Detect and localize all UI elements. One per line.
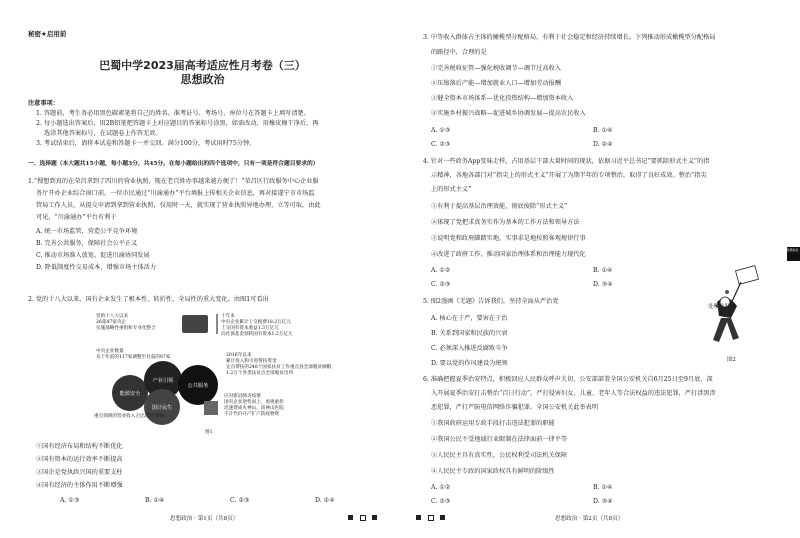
fig-mr-4: 1.2万个各类扶贫点全部脱贫出列	[226, 371, 294, 376]
notice-line: 1. 答题前，考生务必用黑色碳素笔将自己的姓名、准考证号、考场号、座位号在答题卡上填写清楚。	[36, 110, 310, 117]
exam-title: 巴蜀中学2023届高考适应性月考卷（三）	[99, 59, 306, 72]
right-page	[405, 0, 800, 538]
bubble-energy	[112, 375, 148, 411]
q4-option-b: B. ①④	[593, 267, 613, 274]
q6-item-4: ④人民民主专政的国家政权具有鲜明的阶级性	[431, 468, 555, 475]
q4-item-1: ①有利于提高基层治理效能，彻底废除“形式主义”	[431, 203, 568, 210]
subject-title: 思想政治	[180, 73, 225, 86]
q5-option-c: C. 必须深入推进反腐败斗争	[431, 345, 508, 352]
q4-item-4: ④改进了政府工作，推动国家治理体系和治理能力现代化	[431, 251, 586, 258]
q1-option-c: C. 推动市场准入放宽，促进川渝协同发展	[36, 252, 150, 259]
fig-tr-1: 十年来	[221, 314, 235, 319]
q1-option-d: D. 降低制度性交易成本，增强市场主体活力	[36, 264, 157, 271]
drip	[725, 290, 729, 294]
q6-option-c: C. ②③	[431, 498, 451, 505]
q4-line: 4. 针对一些政务App变味走样，占用基层干部大量时间的现状，依据习近平总书记“要抓除形式主义”的指	[423, 158, 710, 165]
q6-option-a: A. ①②	[431, 484, 451, 491]
bubble-industry-label: 产业引领	[152, 377, 174, 384]
secret-label: 秘密★启用前	[28, 30, 67, 38]
q3-item-3: ③健全资本市场体系—优化投资结构—增加资本收入	[431, 95, 574, 102]
page-footer-2: 思想政治 · 第2页（共8页）	[555, 516, 624, 522]
hospital-icon	[204, 401, 218, 415]
q2-item-2: ②国有资本的运行效率不断提高	[36, 456, 123, 463]
q5-stem: 5. 图2漫画《无题》告诉我们，坚持全面从严治党	[423, 298, 559, 305]
figure-2-caption: 图2	[727, 357, 736, 363]
q6-item-1: ①我国政府运用专政手段打击违法犯罪的职能	[431, 420, 555, 427]
q6-item-3: ③人民民主具有真实性，公民权利受司法机关保障	[431, 452, 568, 459]
fig-tl-3: 实施战略性重组和专业化整合	[96, 326, 156, 331]
q3-option-c: C. ②③	[431, 141, 451, 148]
q4-item-2: ②体现了党把求真务实作为基本的工作方法和领导方法	[431, 219, 580, 226]
q2-item-3: ③国企是党执政兴国的重要支柱	[36, 469, 123, 476]
q3-item-1: ①完善税收征管—强化税收调节—调节过高收入	[431, 65, 561, 72]
divider	[216, 314, 218, 334]
q2-item-4: ④国有经济的主体作用不断增强	[36, 482, 123, 489]
q6-option-d: D. ③④	[593, 498, 613, 505]
fig-tr-4: 向社保基金划转国有资本1.2万亿元	[221, 332, 293, 337]
notice-line: 选涂其他答案标号，在试题卷上作答无效。	[44, 130, 162, 137]
fig-mr-2: 累计投入和引进帮扶资金	[226, 359, 277, 364]
section-heading: 一、选择题（本大题共15小题，每小题3分，共45分。在每小题给出的四个选项中，只有一项是符合题目要求的）	[28, 160, 319, 167]
cartoon-label: 处理结果	[708, 304, 730, 310]
q4-option-c: C. ②③	[431, 281, 451, 288]
q1-option-b: B. 完善公共服务，保障社会公平正义	[36, 240, 138, 247]
fig-ml-2: 从十年前的117家调整至目前的97家	[96, 355, 171, 360]
notice-line: 3. 考试结束后，请将本试卷和答题卡一并交回。满分100分，考试用时75分钟。	[36, 140, 256, 147]
q3-line: 3. 中等收入群体占主体的橄榄型分配格局，有利于社会稳定和经济持续增长。下列推动形成橄榄型分配格局	[423, 34, 716, 41]
q6-option-b: B. ①④	[593, 484, 613, 491]
q3-line: 的路径中，合理的是	[431, 49, 487, 56]
q3-item-4: ④实施乡村振兴战略—促进城乡协调发展—提高农民收入	[431, 110, 586, 117]
bubble-public-service-label: 公共服务	[187, 382, 209, 389]
q2-item-1: ①国有经济布局和结构不断优化	[36, 443, 123, 450]
bubble-livelihood	[144, 389, 180, 425]
fig-mr-1: 2016年以来	[226, 353, 252, 358]
folder-icon	[182, 315, 208, 333]
registration-mark	[372, 515, 377, 520]
page-footer-1: 思想政治 · 第1页（共8页）	[170, 516, 239, 522]
q2-stem: 2. 党的十八大以来，国有企业发生了根本性、转折性、全局性的重大变化。由图1可看出	[28, 296, 269, 303]
fig-br-3: 迅速建成火神山、雷神山医院	[224, 406, 284, 411]
fig-br-2: 国有企业逆势而上，勇挑重担	[224, 400, 284, 405]
fig-bl: 重点领域的营业收入占比超过70%	[94, 414, 164, 419]
figure-legs	[713, 318, 739, 342]
bubble-energy-label: 能源安全	[119, 390, 141, 397]
q5-option-b: B. 关系到国家和民族的兴衰	[431, 330, 508, 337]
figure-1-caption: 图1	[205, 430, 213, 435]
q4-line: 上的形式主义”	[431, 186, 472, 193]
q6-line: 恶犯罪，严打严防电信网络诈骗犯罪。全国公安机关此举表明	[431, 404, 599, 411]
q4-option-a: A. ①②	[431, 267, 451, 274]
q5-option-a: A. 核心在于严，要害在于治	[431, 315, 508, 322]
q1-line: 1.“搜想到真的在荣昌拿到了四川的营业执照，现在老百姓办事越来越方便了！”荣昌区行政服务中心企业服	[28, 178, 319, 185]
q3-option-a: A. ①③	[431, 127, 451, 134]
notice-line: 2. 每小题选出答案后，用2B铅笔把答题卡上对应题目的答案标号涂黑，如需改动，用橡皮擦干净后，再	[36, 120, 319, 127]
q6-line: 入开展夏季治安打击整治“百日行动”，严打侵害妇女、儿童、老年人等合法权益的违法犯罪，严打涉黑涉	[431, 390, 716, 397]
fig-br-4: 不计代价开产扩产防疫物资	[224, 412, 280, 417]
q3-item-2: ②压缩落后产能—增加就业人口—增加劳动报酬	[431, 80, 561, 87]
fig-tl-1: 党的十八大以来	[96, 314, 129, 319]
fig-br-1: 应对新冠肺炎疫情	[224, 394, 261, 399]
sign-board	[736, 266, 759, 285]
q2-option-d: D. ②④	[315, 497, 335, 504]
q6-item-2: ②我国公民不受地域行业限制在法律面前一律平等	[431, 436, 568, 443]
q2-option-b: B. ①④	[145, 497, 165, 504]
q4-option-d: D. ③④	[593, 281, 613, 288]
q1-line: 管局工作人员，从提交申请到拿到营业执照，仅用时一天，就实现了营业执照异地办理、立等可取。由此	[36, 202, 321, 209]
bubble-public-service	[178, 365, 218, 405]
q4-item-3: ③说明党和政府脚踏实地、实事求是地按照客观规律行事	[431, 235, 586, 242]
registration-mark	[360, 515, 366, 521]
notice-title: 注意事项：	[28, 100, 59, 107]
fig-mr-3: 定点帮扶的248个国家扶贫工作重点县全部脱贫摘帽	[226, 365, 332, 370]
q4-line: 示精神，各地各部门对“指尖上的形式主义”开展了为期半年的专项整治，取得了良好成效。整治“指尖	[431, 172, 707, 179]
q6-line: 6. 准确把握夏季治安特点，积极回应人民群众呼声关切，公安部部署全国公安机关自6月25日至9月底，深	[423, 376, 713, 383]
q2-option-a: A. ①③	[60, 497, 80, 504]
side-tab-label: 思想政治	[786, 248, 799, 252]
q3-option-b: B. ①④	[593, 127, 613, 134]
q5-option-d: D. 要以党的作风建设为统领	[431, 360, 508, 367]
fig-tr-2: 中央企业累计上交税费18.2万亿元	[221, 320, 291, 325]
q1-line: 可见，“川渝通办”平台有利于	[36, 214, 117, 221]
registration-mark	[348, 515, 353, 520]
q1-option-a: A. 统一市场监管，营造公平竞争环境	[36, 228, 138, 235]
q1-line: 务厅开办企业综合窗口前，一位市民通过“川渝通办”平台填报上传相关企业信息，再对接遂宁市市场监	[36, 190, 315, 197]
bubble-livelihood-label: 国计民生	[151, 404, 173, 411]
fig-tl-2: 26部47家央企	[96, 320, 127, 325]
figure-1	[92, 311, 332, 439]
q3-option-d: D. ②④	[593, 141, 613, 148]
q2-option-c: C. ②③	[230, 497, 250, 504]
fig-tr-3: 上交国有资本收益1.3万亿元	[221, 326, 279, 331]
fig-ml-1: 中央企业数量	[96, 349, 124, 354]
